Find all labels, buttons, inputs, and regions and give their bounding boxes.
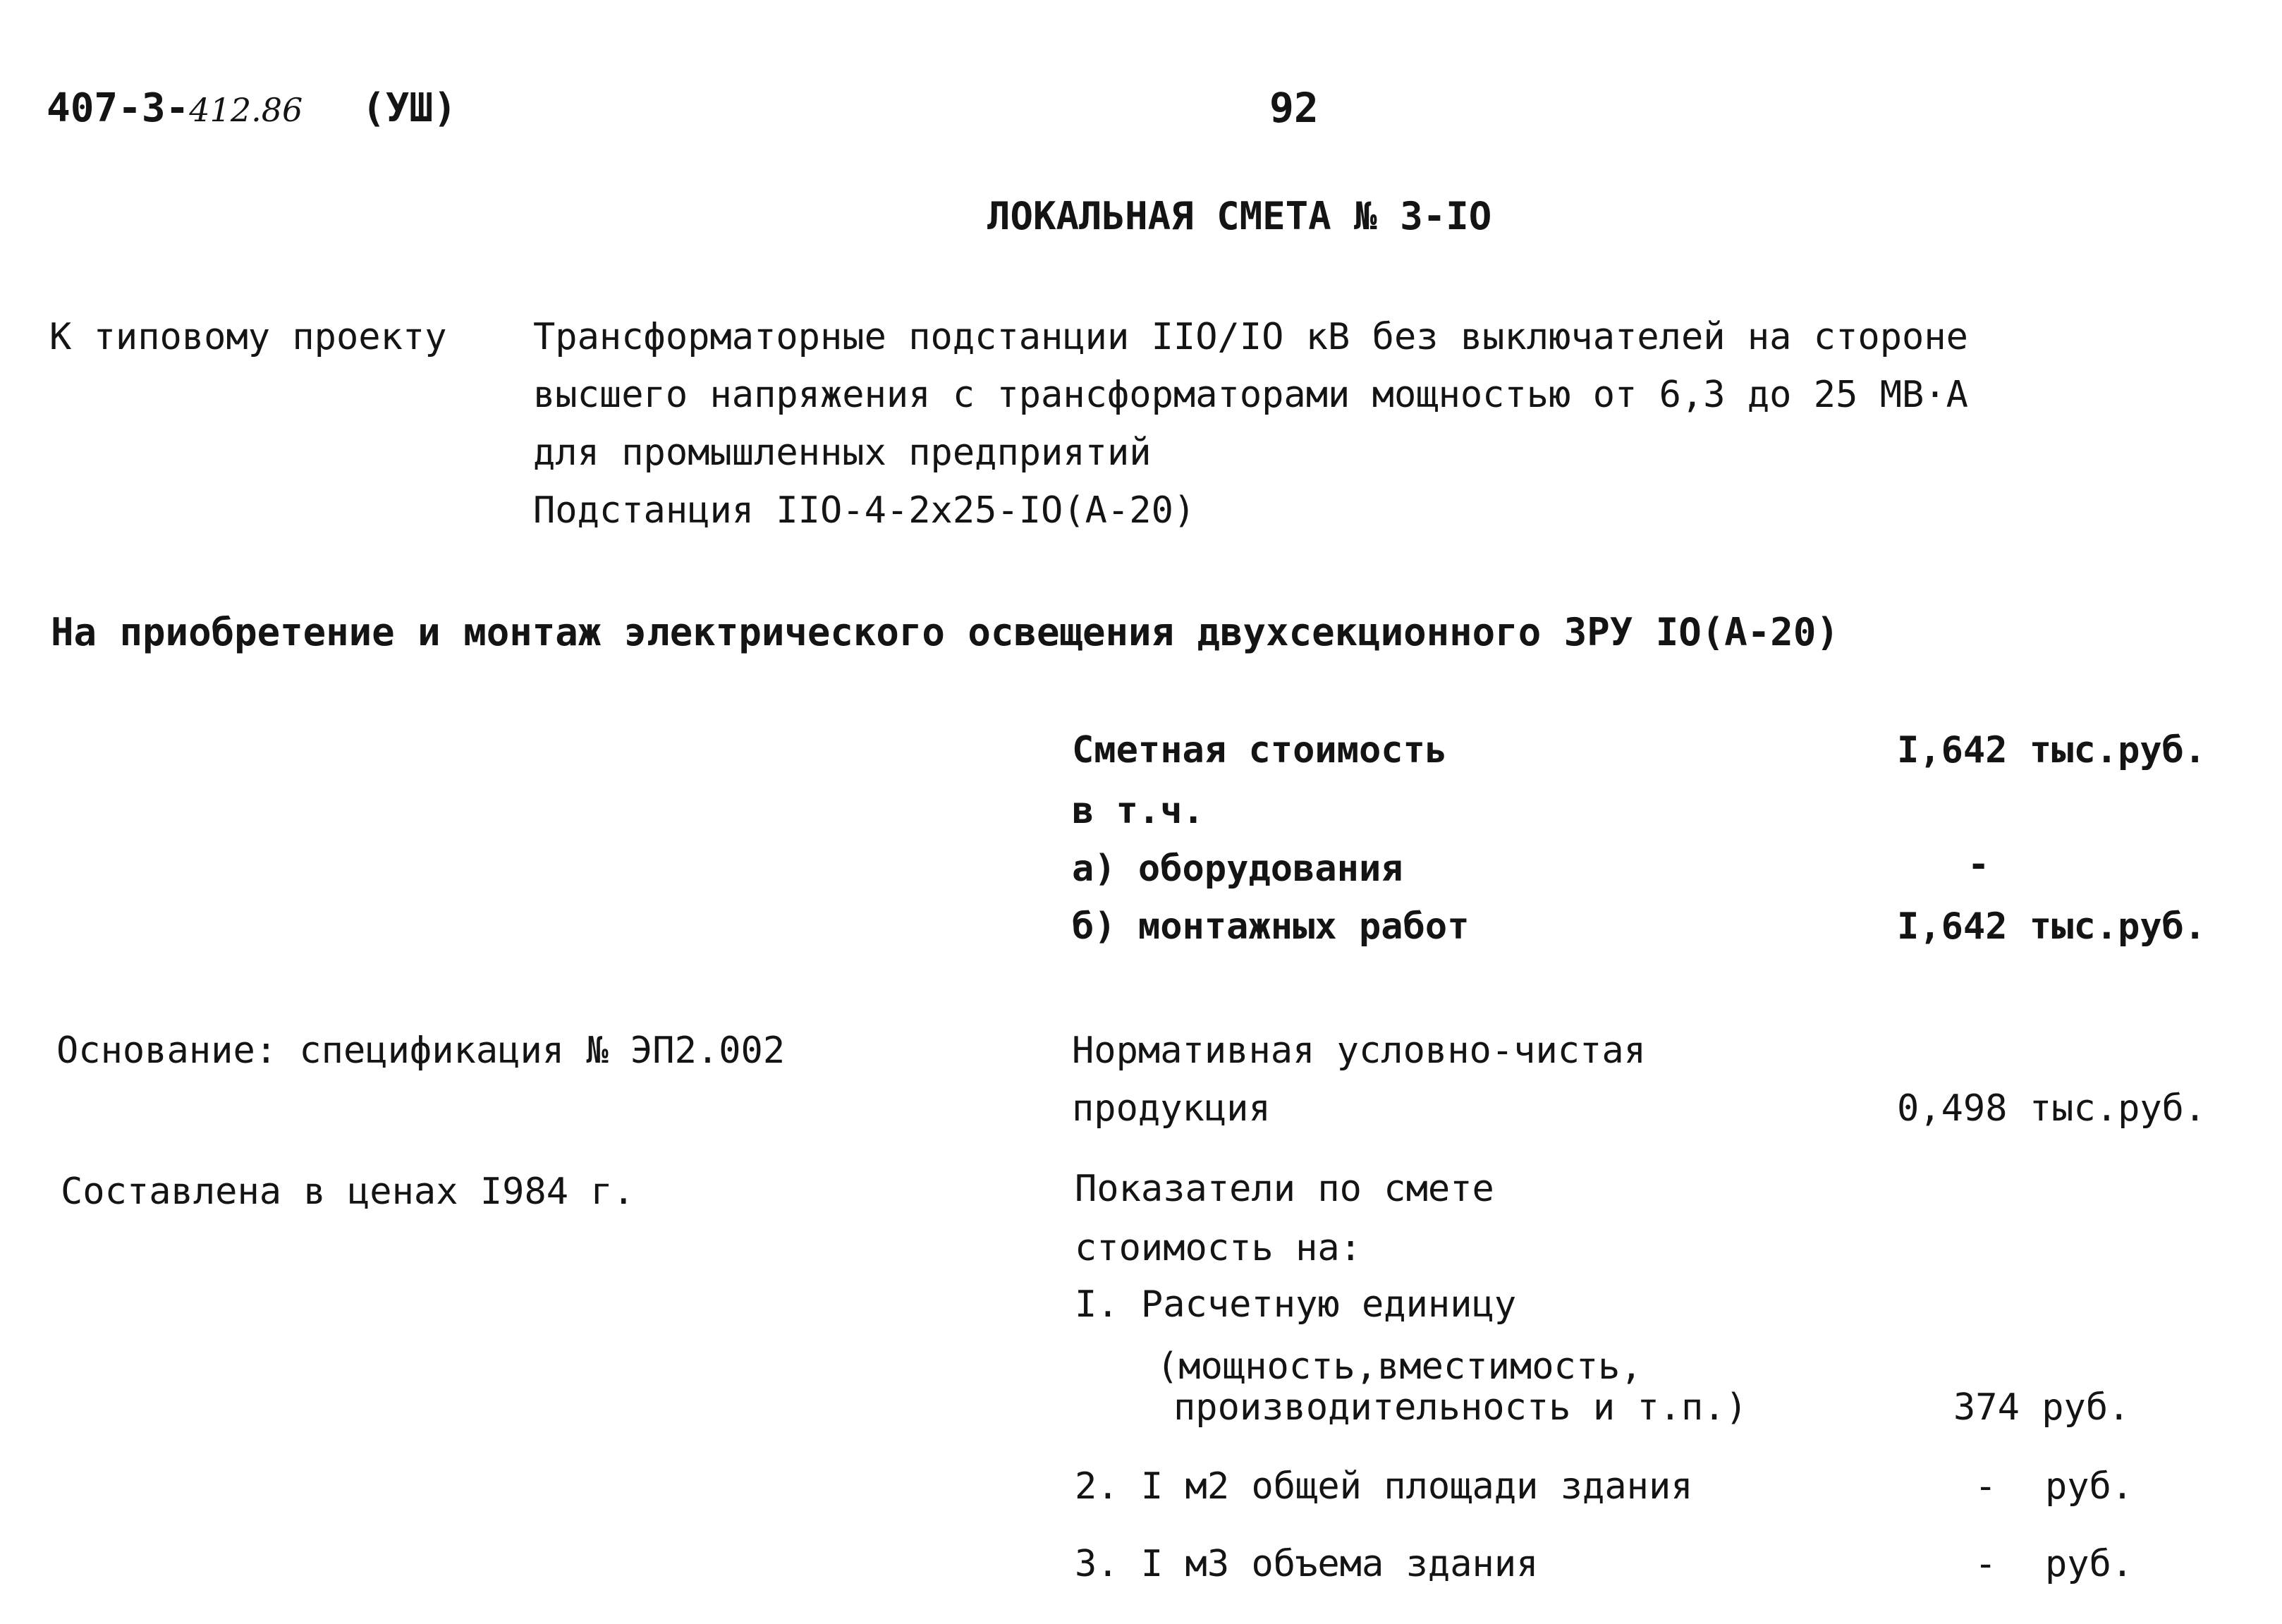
document-title: ЛОКАЛЬНАЯ СМЕТА № 3-IO (987, 194, 1492, 238)
indicator-3-label: 3. I м3 объема здания (1075, 1543, 1539, 1585)
normative-line-1: Нормативная условно-чистая (1072, 1030, 1646, 1072)
document-code-handwritten: 412.86 (189, 91, 303, 129)
equipment-value: - (1967, 843, 1990, 886)
indicator-2-dash: - (1975, 1465, 1997, 1508)
indicators-heading-2: стоимость на: (1075, 1227, 1362, 1269)
project-label: К типовому проекту (49, 316, 447, 358)
indicator-1-label: I. Расчетную единицу (1075, 1283, 1517, 1326)
project-line-4: Подстанция IIO-4-2x25-IO(А-20) (533, 489, 1196, 532)
indicator-1-value: 374 руб. (1953, 1386, 2130, 1429)
equipment-label: а) оборудования (1072, 848, 1403, 890)
indicator-3-unit: руб. (2045, 1543, 2134, 1585)
document-code (47, 85, 457, 131)
document-code-prefix: 407-3- (47, 85, 190, 131)
estimate-subject: На приобретение и монтаж электрического освещения двухсекционного ЗРУ IO(А-20) (51, 610, 1839, 654)
page-number: 92 (1269, 84, 1319, 132)
document-code-suffix: (УШ) (361, 85, 457, 131)
indicator-3-dash: - (1975, 1543, 1997, 1585)
price-basis-text: Составлена в ценах I984 г. (61, 1171, 635, 1213)
indicator-2-unit: руб. (2045, 1465, 2134, 1508)
indicator-1-sub-1: (мощность,вместимость, (1157, 1345, 1642, 1388)
project-line-1: Трансформаторные подстанции IIO/IO кВ без выключателей на стороне (533, 316, 1968, 358)
normative-line-2: продукция (1072, 1087, 1271, 1130)
indicators-heading-1: Показатели по смете (1075, 1168, 1494, 1210)
indicator-2-label: 2. I м2 общей площади здания (1075, 1465, 1693, 1508)
total-cost-value: I,642 тыс.руб. (1897, 729, 2207, 771)
works-value: I,642 тыс.руб. (1897, 905, 2207, 948)
total-cost-label: Сметная стоимость (1072, 729, 1448, 771)
basis-text: Основание: спецификация № ЭП2.002 (56, 1030, 786, 1072)
normative-value: 0,498 тыс.руб. (1897, 1087, 2207, 1130)
works-label: б) монтажных работ (1072, 905, 1470, 948)
indicator-1-sub-2: производительность и т.п.) (1173, 1386, 1747, 1429)
including-label: в т.ч. (1072, 790, 1204, 832)
project-line-3: для промышленных предприятий (533, 432, 1152, 474)
project-line-2: высшего напряжения с трансформаторами мощностью от 6,3 до 25 МВ·А (533, 374, 1968, 416)
